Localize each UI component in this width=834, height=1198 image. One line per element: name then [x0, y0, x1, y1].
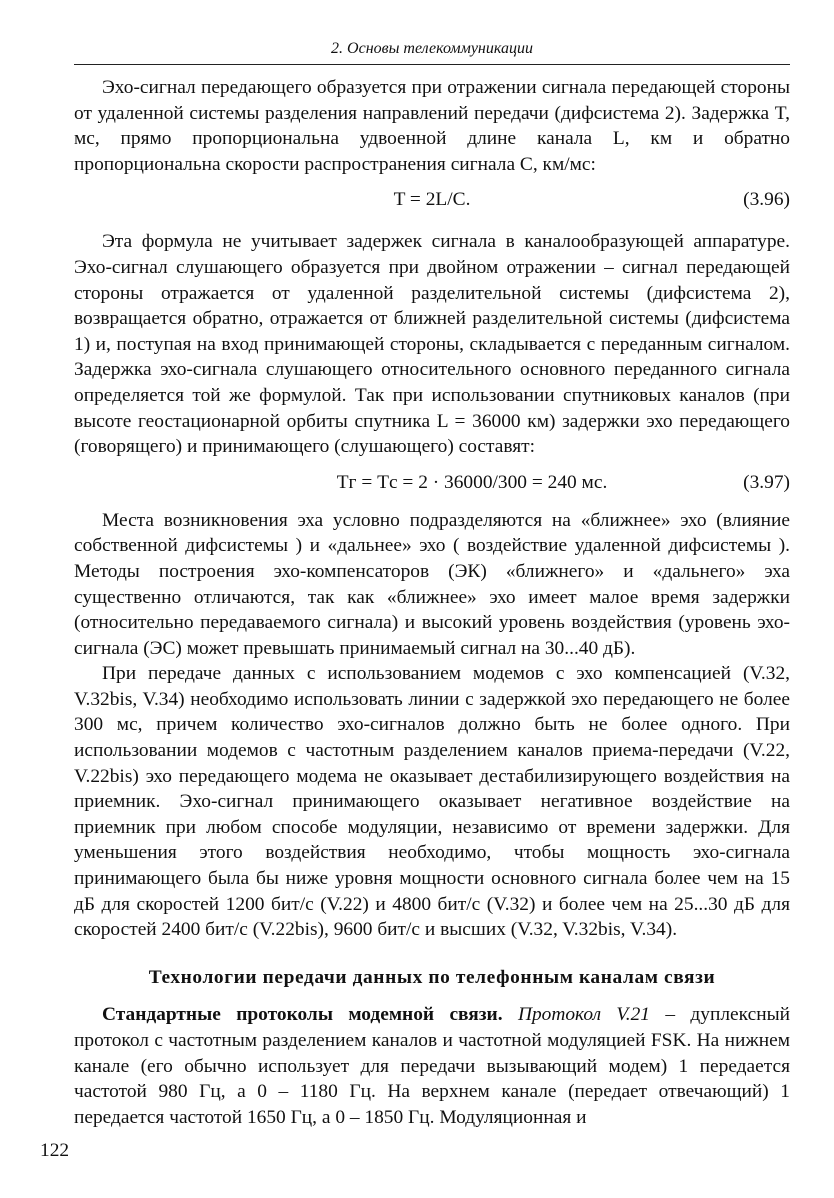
- running-header: 2. Основы телекоммуникации: [74, 40, 790, 65]
- formula-number: (3.96): [743, 189, 790, 211]
- paragraph-near-far-echo: Места возникновения эха условно подразделяются на «ближнее» эхо (влияние собственной дифсистемы ) и «дальнее» эхо ( воздействие удаленной дифсистемы ). Методы построения эхо-компенсаторов (ЭК) «ближнего» и «дальнего» эха существенно отличаются, так как «ближнее» эхо имеет малое время задержки (относительно передаваемого сигнала) и высокий уровень воздействия (уровень эхо-сигнала (ЭС) может превышать принимаемый сигнал на 30...40 дБ).: [74, 509, 790, 659]
- paragraph-body: – дуплексный протокол с частотным разделением каналов и частотной модуляцией FSK. На нижнем канале (его обычно использует для передачи вызывающий модем) 1 передается частотой 980 Гц, а 0 – 1180 Гц. На верхнем канале (передает отвечающий) 1 передается частотой 1650 Гц, а 0 – 1850 Гц. Модуляционная и: [74, 1004, 790, 1128]
- formula-3-97: [74, 470, 790, 496]
- paragraph-echo-listener: Эта формула не учитывает задержек сигнала в каналообразующей аппаратуре. Эхо-сигнал слушающего образуется при двойном отражении – сигнал передающей стороны отражается от удаленной разделительной системы (дифсистема 2), возвращается обратно, отражается от ближней разделительной системы (дифсистема 1) и, поступая на вход принимающей стороны, складывается с переданным сигналом. Задержка эхо-сигнала слушающего относительного основного переданного сигнала определяется той же формулой. Так при использовании спутниковых каналов (при высоте геостационарной орбиты спутника L = 36000 км) задержки эхо передающего (говорящего) и принимающего (слушающего) составят:: [74, 231, 790, 458]
- paragraph-echo-talker: Эхо-сигнал передающего образуется при отражении сигнала передающей стороны от удаленной системы разделения направлений передачи (дифсистема 2). Задержка T, мс, прямо пропорциональна удвоенной длине канала L, км и обратно пропорциональна скорости распространения сигнала C, км/мс:: [74, 77, 790, 175]
- page-content: [74, 40, 790, 1130]
- page-number: 122: [40, 1140, 70, 1161]
- paragraph-lead-in: Стандартные протоколы модемной связи.: [102, 1004, 503, 1026]
- formula-3-96: [74, 187, 790, 213]
- formula-number: (3.97): [743, 471, 790, 493]
- formula-expression: T = 2L/C.: [393, 189, 471, 211]
- formula-expression: Tг = Tс = 2 · 36000/300 = 240 мс.: [336, 471, 608, 493]
- protocol-name: Протокол V.21: [517, 1004, 650, 1026]
- paragraph-modem-protocols: [74, 1002, 790, 1130]
- paragraph-modem-echo: При передаче данных с использованием модемов с эхо компенсацией (V.32, V.32bis, V.34) необходимо использовать линии с задержкой эхо передающего не более 300 мс, причем количество эхо-сигналов должно быть не более одного. При использовании модемов с частотным разделением каналов приема-передачи (V.22, V.22bis) эхо передающего модема не оказывает дестабилизирующего воздействия на приемник. Эхо-сигнал принимающего оказывает негативное воздействие на приемник при любом способе модуляции, независимо от времени задержки. Для уменьшения этого воздействия необходимо, чтобы мощность эхо-сигнала принимающего была бы ниже уровня мощности основного сигнала более чем на 15 дБ для скоростей 1200 бит/с (V.22) и 4800 бит/с (V.32) и более чем на 25...30 дБ для скоростей 2400 бит/с (V.22bis), 9600 бит/с и высших (V.32, V.32bis, V.34).: [74, 663, 790, 941]
- section-heading: Технологии передачи данных по телефонным каналам связи: [148, 966, 716, 988]
